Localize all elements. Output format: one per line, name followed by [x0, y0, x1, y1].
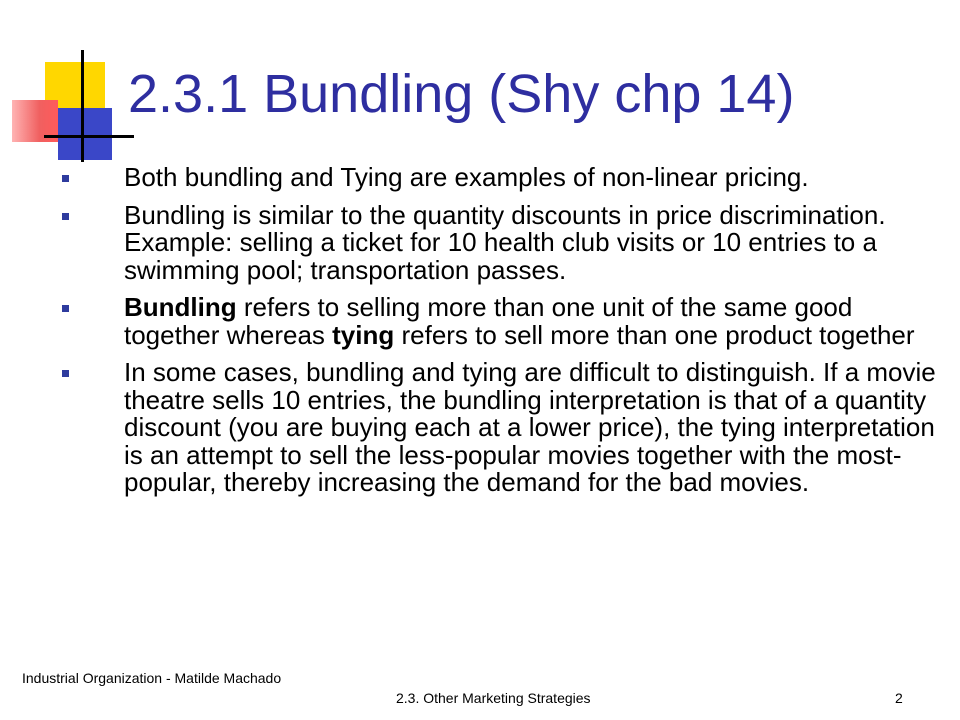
bullet-text: Both bundling and Tying are examples of non-linear pricing. — [124, 162, 809, 192]
bullet-text: refers to selling more than one unit of the same good together whereas — [124, 292, 853, 350]
footer-page-number: 2 — [895, 690, 903, 706]
bullet-item-quantity-discounts — [62, 199, 942, 285]
bullet-item-bundling-vs-tying — [62, 294, 942, 349]
slide-title: 2.3.1 Bundling (Shy chp 14) — [128, 64, 795, 124]
bullet-bold-term-bundling: Bundling — [124, 292, 237, 322]
bullet-text: refers to sell more than one product together — [394, 319, 915, 350]
footer-author: Industrial Organization - Matilde Machado — [22, 670, 282, 686]
bullet-square-icon — [62, 175, 69, 182]
bullet-square-icon — [62, 370, 69, 377]
logo-blue-square — [58, 108, 112, 160]
bullet-text: Bundling is similar to the quantity discounts in price discrimination. Example: selling a ticket for 10 health club visits or 10 entries to a swimming pool; transportation passes. — [124, 199, 886, 285]
footer-section-title: 2.3. Other Marketing Strategies — [396, 690, 591, 706]
bullet-square-icon — [62, 213, 69, 220]
bullet-square-icon — [62, 305, 69, 312]
bullet-item-nonlinear-pricing — [62, 164, 942, 192]
bullet-bold-term-tying: tying — [332, 319, 395, 350]
logo-horizontal-line — [44, 135, 134, 138]
slide-logo-decoration — [0, 0, 140, 170]
bullet-list — [62, 164, 942, 507]
logo-vertical-line — [81, 50, 84, 162]
bullet-text: In some cases, bundling and tying are difficult to distinguish. If a movie theatre sells 10 entries, the bundling interpretation is that of a quantity discount (you are buying each at a lower price), the tying interpretation is an attempt to sell the less-popular movies together with the most-popular, thereby increasing the demand for the bad movies. — [124, 357, 936, 497]
bullet-item-movie-theatre-example — [62, 359, 942, 497]
